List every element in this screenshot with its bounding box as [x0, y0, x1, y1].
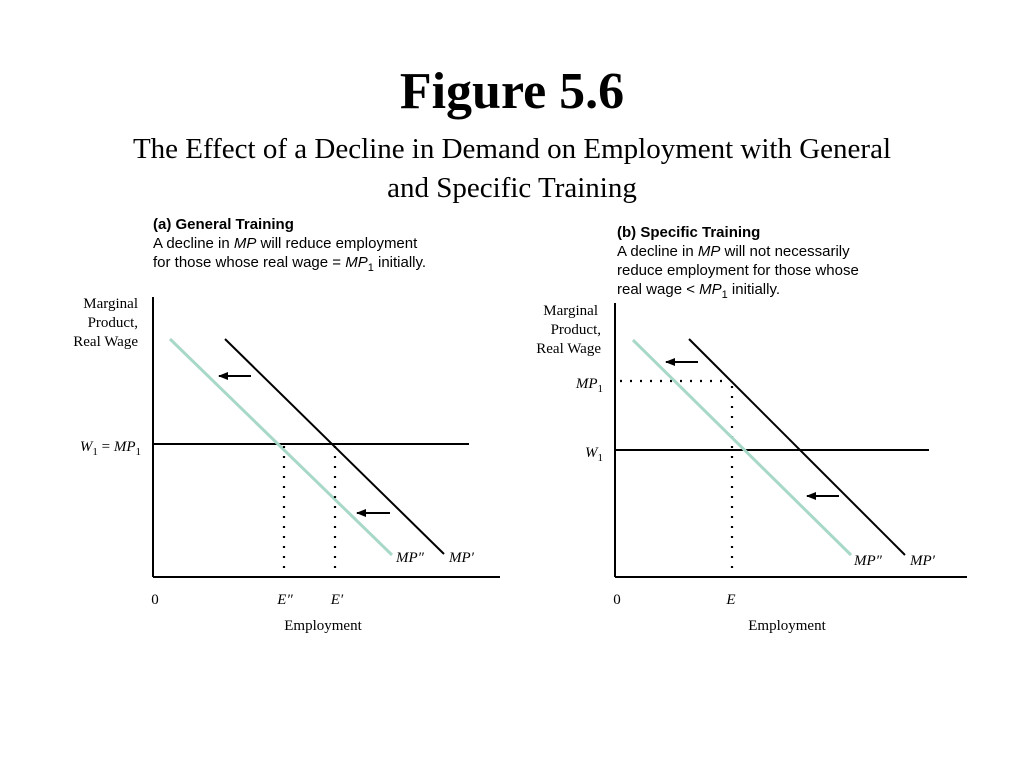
panel-a-origin-label: 0: [151, 592, 159, 608]
panel-b-mp-prime-label: MP′: [910, 553, 935, 569]
panel-a-x-axis-label: Employment: [284, 618, 362, 634]
panel-a-y-axis-label-3: Real Wage: [73, 334, 138, 350]
panel-b-description-line-2: reduce employment for those whose: [617, 262, 859, 279]
figure-title: Figure 5.6: [399, 63, 625, 120]
panel-a-mp-prime-label: MP′: [449, 550, 474, 566]
panel-b-mp-double-prime-label: MP″: [854, 553, 882, 569]
panel-b-origin-label: 0: [613, 592, 621, 608]
panel-a: [73, 216, 500, 634]
panel-b-y-axis-label-3: Real Wage: [536, 341, 601, 357]
panel-b-mp-prime-curve: [689, 339, 905, 555]
panel-b-x-axis-label: Employment: [748, 618, 826, 634]
panel-b-description-line-1: A decline in MP will not necessarily: [617, 243, 850, 260]
figure-subtitle: The Effect of a Decline in Demand on Employment with General and Specific Training: [132, 133, 892, 204]
panel-a-mp-double-prime-label: MP″: [396, 550, 424, 566]
panel-b: [536, 224, 967, 634]
panel-a-e-double-prime-label: E″: [277, 592, 293, 608]
panel-b-description-line-3: real wage < $MP_1$ initially.: [617, 281, 781, 301]
panel-a-heading: (a) General Training: [153, 216, 294, 233]
panel-a-wage-label: $W_1 = MP_1$: [79, 439, 141, 458]
panel-a-mp-double-prime-curve: [170, 339, 392, 555]
panel-a-y-axis-label-1: Marginal: [83, 296, 138, 312]
panel-a-description-line-1: A decline in MP will reduce employment: [153, 235, 418, 252]
panel-b-mp1-label: $MP_1$: [575, 376, 603, 395]
panel-b-heading: (b) Specific Training: [617, 224, 761, 241]
panel-a-description-line-2: for those whose real wage = $MP_1$ initially.: [153, 254, 427, 274]
panel-b-y-axis-label-2: Product,: [550, 322, 601, 338]
panel-b-y-axis-label-1: Marginal: [543, 303, 598, 319]
panel-a-y-axis-label-2: Product,: [87, 315, 138, 331]
panel-a-e-prime-label: E′: [330, 592, 344, 608]
panel-b-e-label: E: [726, 592, 736, 608]
panel-b-w1-label: $W_1$: [585, 445, 603, 464]
panel-b-mp-double-prime-curve: [633, 340, 851, 555]
